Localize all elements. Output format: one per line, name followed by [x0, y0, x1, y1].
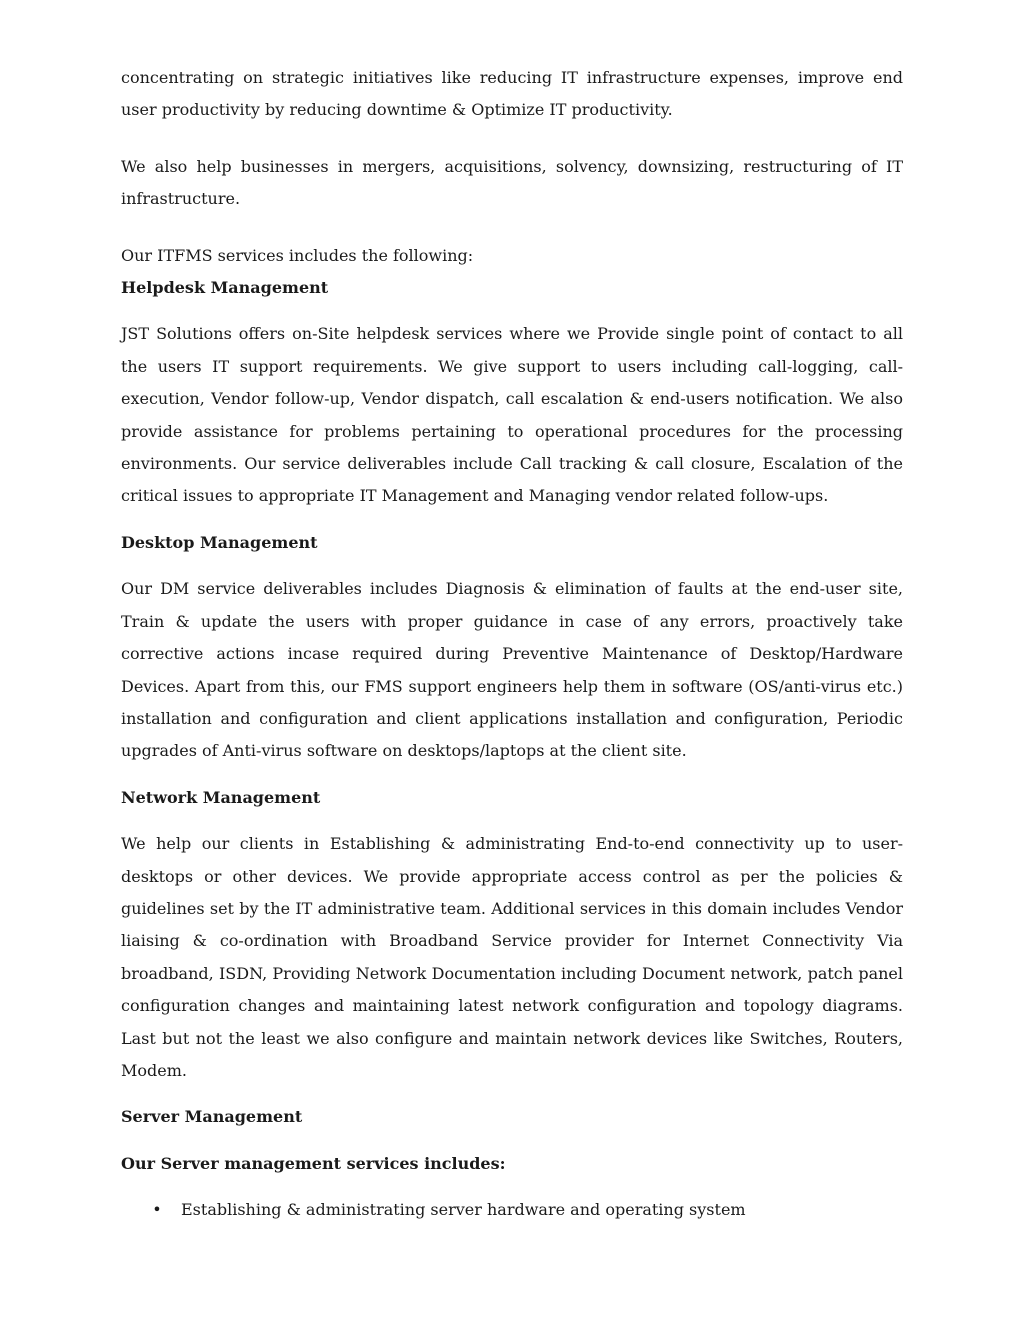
document-page	[121, 62, 903, 1227]
desktop-body: Our DM service deliverables includes Diagnosis & elimination of faults at the end-user site, Train & update the users with proper guidance in case of any errors, proactively take corrective actions incase required during Preventive Maintenance of Desktop/Hardware Devices. Apart from this, our FMS support engineers help them in software (OS/anti-virus etc.) installation and configuration and client applications installation and configuration, Periodic upgrades of Anti-virus software on desktops/laptops at the client site.	[121, 579, 903, 761]
helpdesk-heading: Helpdesk Management	[121, 278, 329, 298]
itfms-intro-paragraph: Our ITFMS services includes the following:	[121, 245, 474, 265]
list-item-text: Establishing & administrating server hardware and operating system	[181, 1200, 746, 1220]
desktop-heading: Desktop Management	[121, 532, 318, 552]
helpdesk-body: JST Solutions offers on-Site helpdesk services where we Provide single point of contact to all the users IT support requirements. We give support to users including call-logging, call-execution, Vendor follow-up, Vendor dispatch, call escalation & end-users notification. We also provide assistance for problems pertaining to operational procedures for the processing environments. Our service deliverables include Call tracking & call closure, Escalation of the critical issues to appropriate IT Management and Managing vendor related follow-ups.	[121, 324, 903, 506]
intro-continued-paragraph: concentrating on strategic initiatives like reducing IT infrastructure expenses, improve end user productivity by reducing downtime & Optimize IT productivity.	[121, 68, 903, 120]
mergers-paragraph: We also help businesses in mergers, acquisitions, solvency, downsizing, restructuring of IT infrastructure.	[121, 156, 903, 209]
bullet-icon: •	[152, 1200, 162, 1220]
server-services-list	[121, 1194, 903, 1226]
network-heading: Network Management	[121, 787, 321, 807]
network-body: We help our clients in Establishing & administrating End-to-end connectivity up to user-desktops or other devices. We provide appropriate access control as per the policies & guidelines set by the IT administrative team. Additional services in this domain includes Vendor liaising & co-ordination with Broadband Service provider for Internet Connectivity Via broadband, ISDN, Providing Network Documentation including Document network, patch panel configuration changes and maintaining latest network configuration and topology diagrams. Last but not the least we also configure and maintain network devices like Switches, Routers, Modem.	[121, 834, 903, 1080]
server-subheading: Our Server management services includes:	[121, 1153, 506, 1173]
server-heading: Server Management	[121, 1107, 303, 1127]
list-item	[121, 1194, 903, 1226]
